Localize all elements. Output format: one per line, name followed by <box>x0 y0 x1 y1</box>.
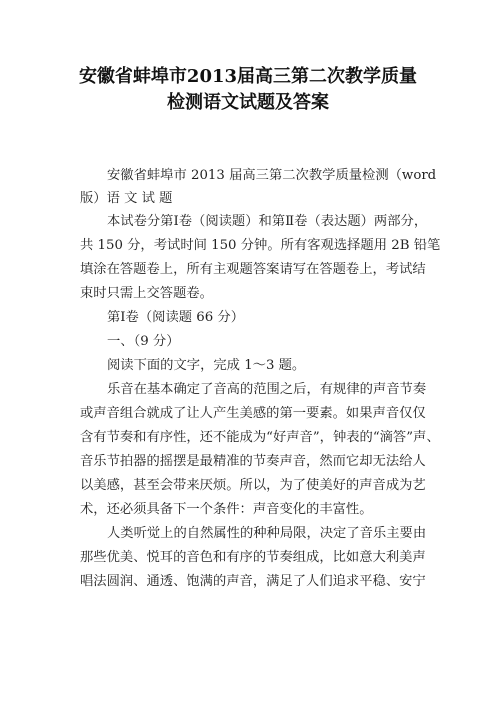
document-title-line-1: 安徽省蚌埠市2013届高三第二次教学质量 <box>78 66 418 87</box>
body-line: 术，还必须具备下一个条件：声音变化的丰富性。 <box>80 502 373 517</box>
body-line: 束时只需上交答题卷。 <box>80 286 213 301</box>
body-line: 含有节奏和有序性，还不能成为“好声音”，钟表的“滴答”声、 <box>80 430 440 445</box>
document-title-line-2: 检测语文试题及答案 <box>167 92 329 113</box>
body-line: 以美感，甚至会带来厌烦。所以，为了使美好的声音成为艺 <box>80 478 426 493</box>
body-line: 乐音在基本确定了音高的范围之后，有规律的声音节奏 <box>107 382 427 397</box>
body-line: 版）语 文 试 题 <box>80 191 173 206</box>
body-line: 那些优美、悦耳的音色和有序的节奏组成，比如意大利美声 <box>80 550 426 565</box>
body-line: 本试卷分第Ⅰ卷（阅读题）和第Ⅱ卷（表达题）两部分， <box>107 214 428 229</box>
question-heading: 一、（9 分） <box>107 334 180 349</box>
body-line: 唱法圆润、通透、饱满的声音，满足了人们追求平稳、安宁 <box>80 574 426 589</box>
body-line: 或声音组合就成了让人产生美感的第一要素。如果声音仅仅 <box>80 406 426 421</box>
body-line: 音乐节拍器的摇摆是最精准的节奏声音，然而它却无法给人 <box>80 454 426 469</box>
instruction-line: 阅读下面的文字，完成 1～3 题。 <box>107 358 306 373</box>
section-heading: 第Ⅰ卷（阅读题 66 分） <box>107 310 245 325</box>
body-line: 共 150 分，考试时间 150 分钟。所有客观选择题用 2B 铅笔 <box>80 238 441 253</box>
body-line: 人类听觉上的自然属性的种种局限，决定了音乐主要由 <box>107 526 427 541</box>
body-line: 安徽省蚌埠市 2013 届高三第二次教学质量检测（word <box>107 168 437 183</box>
body-line: 填涂在答题卷上，所有主观题答案请写在答题卷上，考试结 <box>80 262 426 277</box>
